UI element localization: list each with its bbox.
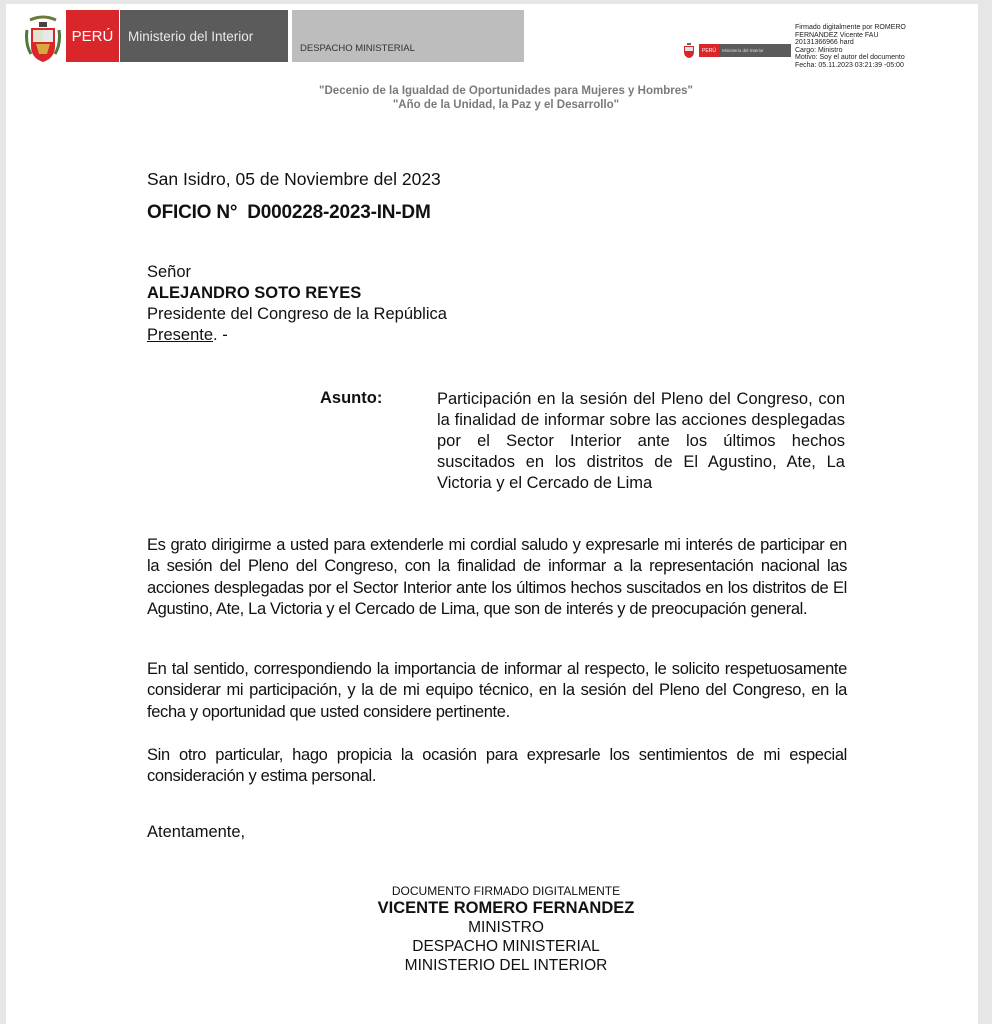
office-logo-block (292, 10, 524, 62)
signature-block (296, 884, 716, 975)
country-label: PERÚ (71, 27, 114, 45)
signer-ministry: MINISTERIO DEL INTERIOR (404, 957, 608, 974)
body-paragraph: Es grato dirigirme a usted para extenderle mi cordial saludo y expresarle mi interés de participar en la sesión del Pleno del Congreso, con la finalidad de informar a la representación nacional las acciones desplegadas por el Sector Interior ante los últimos hechos suscitados en los distritos de El Agustino, Ate, La Victoria y el Cercado de Lima, que son de interés y de preocupación general. (147, 536, 847, 618)
stamp-country-label: PERÚ (702, 47, 716, 54)
signature-line: Motivo: Soy el autor del documento (795, 54, 905, 62)
place-date: San Isidro, 05 de Noviembre del 2023 (147, 169, 441, 189)
ministry-logo-block (120, 10, 288, 62)
signature-line: Cargo: Ministro (795, 46, 843, 54)
mini-coat-of-arms-icon (682, 42, 696, 59)
signature-line: 20131366966 hard (795, 39, 854, 47)
official-mottos (206, 84, 806, 112)
signature-line: Fecha: 05.11.2023 03:21:39 -05:00 (795, 61, 904, 69)
signer-office: DESPACHO MINISTERIAL (412, 938, 600, 955)
peru-logo-block (66, 10, 119, 62)
closing: Atentamente, (147, 823, 246, 841)
subject-text: Participación en la sesión del Pleno del Congreso, con la finalidad de informar sobre las acciones desplegadas por el Sector Interior ante los últimos hechos suscitados en los distritos de El Agustino, Ate, La Victoria y el Cercado de Lima (437, 390, 845, 492)
body-paragraph: Sin otro particular, hago propicia la ocasión para expresarle los sentimientos de mi especial consideración y estima personal. (147, 746, 847, 786)
salutation: Señor (147, 263, 192, 281)
signature-line: Firmado digitalmente por ROMERO (795, 24, 906, 31)
signer-role: MINISTRO (468, 919, 544, 936)
presente-word: Presente (147, 326, 214, 344)
document-number (147, 202, 431, 224)
addressee-block (147, 262, 447, 346)
signature-stamp-logo (682, 42, 792, 59)
oficio-label: OFICIO N° (147, 202, 238, 223)
ministry-label: Ministerio del Interior (128, 28, 254, 44)
motto-year: "Año de la Unidad, la Paz y el Desarrollo" (392, 99, 620, 111)
presente-line (147, 325, 447, 346)
coat-of-arms-icon (24, 14, 62, 64)
digital-signature-details (795, 24, 975, 70)
oficio-number: D000228-2023-IN-DM (247, 202, 431, 223)
subject-label: Asunto: (320, 389, 383, 407)
stamp-ministry-label: Ministerio del Interior (722, 48, 764, 53)
document-page (6, 4, 978, 1024)
motto-decade: "Decenio de la Igualdad de Oportunidades para Mujeres y Hombres" (319, 85, 693, 97)
office-label: DESPACHO MINISTERIAL (300, 43, 415, 54)
signature-line: FERNANDEZ Vicente FAU (795, 31, 879, 39)
signer-name: VICENTE ROMERO FERNANDEZ (377, 899, 635, 917)
addressee-title: Presidente del Congreso de la República (147, 305, 447, 323)
digitally-signed-note: DOCUMENTO FIRMADO DIGITALMENTE (391, 884, 621, 898)
addressee-name: ALEJANDRO SOTO REYES (147, 284, 362, 302)
presente-suffix: . - (213, 326, 228, 344)
body-paragraph: En tal sentido, correspondiendo la importancia de informar al respecto, le solicito respetuosamente considerar mi participación, y la de mi equipo técnico, en la sesión del Pleno del Congreso, en la fecha y oportunidad que usted considere pertinente. (147, 660, 847, 721)
